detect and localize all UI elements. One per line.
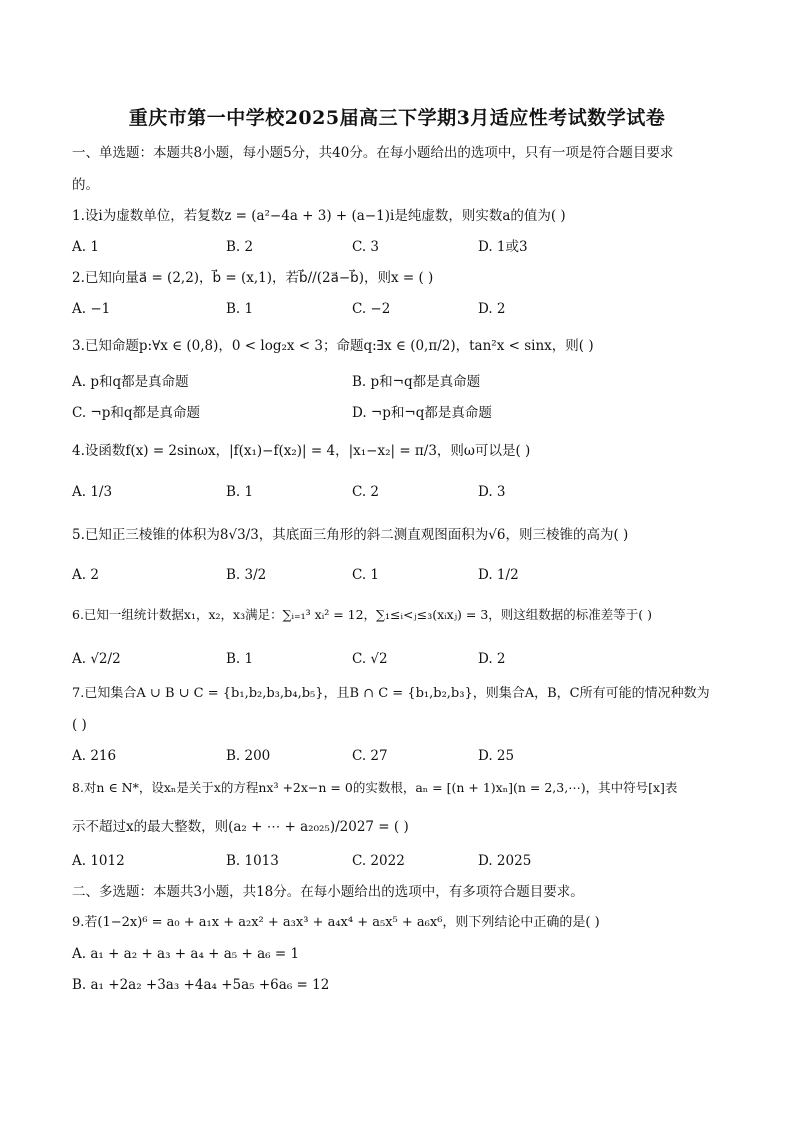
q9-stem: 9.若(1−2x)⁶ = a₀ + a₁x + a₂x² + a₃x³ + a₄x⁴ + a₅x⁵ + a₆x⁶，则下列结论中正确的是( ) bbox=[72, 915, 600, 930]
q1-option-b: B. 2 bbox=[226, 239, 254, 255]
q2-option-a: A. −1 bbox=[72, 301, 111, 317]
q1-option-c: C. 3 bbox=[352, 239, 380, 255]
q3-stem: 3.已知命题p:∀x ∈ (0,8)，0 < log₂x < 3；命题q:∃x ∈ (0,π/2)，tan²x < sinx，则( ) bbox=[72, 338, 594, 354]
page-title: 重庆市第一中学校2025届高三下学期3月适应性考试数学试卷 bbox=[128, 107, 666, 129]
q2-option-d: D. 2 bbox=[478, 301, 506, 317]
q8-stem-cont: 示不超过x的最大整数，则(a₂ + ⋯ + a₂₀₂₅)/2027 = ( ) bbox=[72, 819, 409, 835]
q3-option-d: D. ¬p和¬q都是真命题 bbox=[352, 405, 492, 421]
q7-stem-cont: ( ) bbox=[72, 717, 87, 733]
q9-option-a: A. a₁ + a₂ + a₃ + a₄ + a₅ + a₆ = 1 bbox=[72, 946, 300, 962]
q6-option-c: C. √2 bbox=[352, 651, 388, 667]
q6-option-b: B. 1 bbox=[226, 651, 254, 667]
q3-option-b: B. p和¬q都是真命题 bbox=[352, 374, 481, 390]
section1-heading-cont: 的。 bbox=[72, 177, 99, 193]
q4-stem: 4.设函数f(x) = 2sinωx，|f(x₁)−f(x₂)| = 4，|x₁−x₂| = π/3，则ω可以是( ) bbox=[72, 443, 531, 459]
q4-option-c: C. 2 bbox=[352, 484, 380, 500]
q1-option-a: A. 1 bbox=[72, 239, 99, 255]
q7-option-c: C. 27 bbox=[352, 748, 388, 764]
q9-option-b: B. a₁ +2a₂ +3a₃ +4a₄ +5a₅ +6a₆ = 12 bbox=[72, 977, 330, 993]
q8-stem: 8.对n ∈ N*，设xₙ是关于x的方程nx³ +2x−n = 0的实数根，aₙ = [(n + 1)xₙ](n = 2,3,⋯)，其中符号[x]表 bbox=[72, 780, 678, 795]
q6-option-d: D. 2 bbox=[478, 651, 506, 667]
section2-heading: 二、多选题：本题共3小题，共18分。在每小题给出的选项中，有多项符合题目要求。 bbox=[72, 884, 584, 900]
q5-option-a: A. 2 bbox=[72, 567, 99, 583]
q4-option-d: D. 3 bbox=[478, 484, 506, 500]
q2-stem: 2.已知向量a⃗ = (2,2)，b⃗ = (x,1)，若b⃗//(2a⃗−b⃗)，则x = ( ) bbox=[72, 270, 434, 286]
q7-option-a: A. 216 bbox=[72, 748, 117, 764]
q8-option-c: C. 2022 bbox=[352, 853, 405, 869]
q2-option-b: B. 1 bbox=[226, 301, 254, 317]
q2-option-c: C. −2 bbox=[352, 301, 391, 317]
section1-heading: 一、单选题：本题共8小题，每小题5分，共40分。在每小题给出的选项中，只有一项是符合题目要求 bbox=[72, 145, 674, 161]
q6-option-a: A. √2/2 bbox=[72, 651, 121, 667]
q7-stem: 7.已知集合A ∪ B ∪ C = {b₁,b₂,b₃,b₄,b₅}，且B ∩ C = {b₁,b₂,b₃}，则集合A，B，C所有可能的情况种数为 bbox=[72, 686, 710, 701]
q4-option-b: B. 1 bbox=[226, 484, 254, 500]
q5-option-d: D. 1/2 bbox=[478, 567, 519, 583]
q4-option-a: A. 1/3 bbox=[72, 484, 113, 500]
q1-stem: 1.设i为虚数单位，若复数z = (a²−4a + 3) + (a−1)i是纯虚数，则实数a的值为( ) bbox=[72, 208, 566, 224]
q8-option-b: B. 1013 bbox=[226, 853, 279, 869]
q7-option-d: D. 25 bbox=[478, 748, 515, 764]
q5-option-c: C. 1 bbox=[352, 567, 380, 583]
q5-stem: 5.已知正三棱锥的体积为8√3/3，其底面三角形的斜二测直观图面积为√6，则三棱锥的高为( ) bbox=[72, 527, 629, 543]
q8-option-d: D. 2025 bbox=[478, 853, 532, 869]
q3-option-c: C. ¬p和q都是真命题 bbox=[72, 405, 201, 421]
q1-option-d: D. 1或3 bbox=[478, 239, 528, 255]
q7-option-b: B. 200 bbox=[226, 748, 271, 764]
q3-option-a: A. p和q都是真命题 bbox=[72, 374, 189, 390]
q5-option-b: B. 3/2 bbox=[226, 567, 267, 583]
q6-stem: 6.已知一组统计数据x₁，x₂，x₃满足：∑ᵢ₌₁³ xᵢ² = 12，∑₁≤ᵢ<ⱼ≤₃(xᵢxⱼ) = 3，则这组数据的标准差等于( ) bbox=[72, 607, 652, 622]
q8-option-a: A. 1012 bbox=[72, 853, 125, 869]
